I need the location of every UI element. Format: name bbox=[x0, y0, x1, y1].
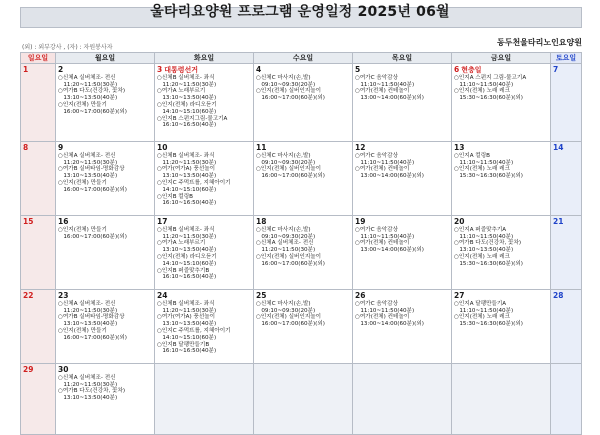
day-header bbox=[23, 217, 53, 227]
program-entry: ○여가B 실버타임-명화감상 13:10~13:50(40분) bbox=[58, 166, 125, 180]
program-entry: ○여가C 음악감상 11:10~11:50(40분) bbox=[355, 226, 415, 240]
day-header bbox=[454, 143, 548, 153]
day-header bbox=[256, 143, 350, 153]
program-entry: ○신체B 실버체조- 좌식 11:20~11:50(30분) bbox=[157, 74, 217, 88]
program-entry: ○신체A 실버체조- 전신 11:20~11:50(30분) bbox=[58, 74, 118, 88]
day-number: 21 bbox=[553, 217, 564, 226]
program-entry: ○신체A 실버체조- 전신 11:20~11:50(30분) bbox=[58, 152, 118, 166]
weekday-header: 월요일 bbox=[56, 53, 155, 64]
program-entry: ○인지A 퍼즐맞추기A 11:10~11:50(40분) bbox=[454, 226, 514, 240]
day-header bbox=[355, 143, 449, 153]
day-header bbox=[23, 65, 53, 75]
calendar-day-cell bbox=[551, 216, 582, 290]
day-number: 22 bbox=[23, 291, 34, 300]
program-entry: ○인지C 주먹뜨를, 지혜아이기 14:10~15:10(60분) bbox=[157, 327, 231, 341]
program-entry: ○여가(전체) 컨테놀이 13:00~14:00(60분)(외) bbox=[355, 166, 424, 180]
program-entry: ○인지(전체) 실버인지놀이 16:00~17:00(60분)(외) bbox=[256, 253, 325, 267]
day-number: 14 bbox=[553, 143, 564, 152]
day-number: 8 bbox=[23, 143, 29, 152]
day-header bbox=[256, 65, 350, 75]
day-header bbox=[355, 291, 449, 301]
calendar-day-cell bbox=[353, 290, 452, 364]
program-entry: ○여가(전체) 컨테놀이 13:00~14:00(60분)(외) bbox=[355, 88, 424, 102]
program-entry: ○여가C 음악감상 11:10~11:50(40분) bbox=[355, 152, 415, 166]
day-number: 2 bbox=[58, 65, 64, 74]
day-header bbox=[58, 365, 152, 375]
day-number: 30 bbox=[58, 365, 69, 374]
day-number: 12 bbox=[355, 143, 366, 152]
day-number: 10 bbox=[157, 143, 168, 152]
program-entry: ○인지(전체) 실버인지놀이 16:00~17:00(60분)(외) bbox=[256, 314, 325, 328]
program-entry: ○인지(전체) 만들기 16:00~17:00(60분)(외) bbox=[58, 101, 127, 115]
program-entry: ○여가(여가A) 풍선놀이 13:10~13:50(40분) bbox=[157, 166, 217, 180]
day-header bbox=[58, 291, 152, 301]
legend-note: (외) : 외부강사 , (자) : 자원봉사자 bbox=[22, 44, 113, 51]
program-entry: ○인지(전체) 노래 레크 15:30~16:30(60분)(외) bbox=[454, 166, 523, 180]
program-entry: ○신체C 마사지(손,발) 09:10~09:30(20분) bbox=[256, 226, 316, 240]
calendar-day-cell bbox=[21, 64, 56, 142]
program-entry: ○인지(전체) 만들기 16:00~17:00(60분)(외) bbox=[58, 226, 127, 240]
program-entry: ○인지(전체) 라디오듣기 14:10~15:10(60분) bbox=[157, 253, 217, 267]
day-header bbox=[553, 143, 579, 153]
organization-name: 동두천울타리노인요양원 bbox=[496, 38, 582, 47]
calendar-day-cell bbox=[452, 142, 551, 216]
program-entry: ○여가A 노래부르기 13:10~13:50(40분) bbox=[157, 88, 217, 102]
weekday-header: 화요일 bbox=[155, 53, 254, 64]
program-entry: ○인지B 컬링B 16:10~16:50(40분) bbox=[157, 193, 217, 207]
day-number: 18 bbox=[256, 217, 267, 226]
program-entry: ○신체C 마사지(손,발) 09:10~09:30(20분) bbox=[256, 152, 316, 166]
calendar-day-cell bbox=[254, 216, 353, 290]
program-entry: ○인지(전체) 만들기 16:00~17:00(60분)(외) bbox=[58, 179, 127, 193]
program-entry: ○인지(전체) 노래 레크 15:30~16:30(60분)(외) bbox=[454, 253, 523, 267]
program-entry: ○인지B 퍼즐맞추기B 16:10~16:50(40분) bbox=[157, 267, 217, 281]
calendar-day-cell bbox=[155, 64, 254, 142]
program-entry: ○신체B 실버체조- 좌식 11:20~11:50(30분) bbox=[157, 152, 217, 166]
program-entry: ○인지A 달팽만들기A 11:10~11:50(40분) bbox=[454, 300, 514, 314]
day-header bbox=[58, 217, 152, 227]
day-header bbox=[256, 291, 350, 301]
program-entry: ○여가B 다도(건강차, 꽃차) 13:10~13:50(40분) bbox=[58, 88, 126, 102]
day-number: 15 bbox=[23, 217, 34, 226]
calendar-week-row bbox=[21, 142, 582, 216]
holiday-label: 대통령선거 bbox=[164, 66, 199, 74]
day-number: 27 bbox=[454, 291, 465, 300]
day-header bbox=[23, 291, 53, 301]
program-entry: ○신체C 마사지(손,발) 09:10~09:30(20분) bbox=[256, 74, 316, 88]
day-number: 25 bbox=[256, 291, 267, 300]
calendar-day-cell bbox=[254, 290, 353, 364]
day-number: 3 bbox=[157, 65, 163, 74]
calendar-day-cell bbox=[56, 216, 155, 290]
day-number: 13 bbox=[454, 143, 465, 152]
day-number: 29 bbox=[23, 365, 34, 374]
program-entry: ○인지B 스펀지그림-물고기A 16:10~16:50(40분) bbox=[157, 115, 228, 129]
calendar-body bbox=[21, 64, 582, 435]
day-number: 20 bbox=[454, 217, 465, 226]
day-header bbox=[157, 143, 251, 153]
calendar-day-cell bbox=[56, 64, 155, 142]
calendar-day-cell bbox=[21, 216, 56, 290]
program-entry: ○신체A 실버체조- 전신 11:20~11:50(30분) bbox=[58, 300, 118, 314]
program-entry: ○여가B 다도(건강차, 꽃차) 13:10~13:50(40분) bbox=[58, 388, 126, 402]
calendar-day-cell bbox=[155, 216, 254, 290]
day-number: 4 bbox=[256, 65, 262, 74]
program-entry: ○인지(전체) 노래 레크 15:30~16:30(60분)(외) bbox=[454, 314, 523, 328]
program-entry: ○신체A 실버체조- 전신 11:20~11:50(30분) bbox=[58, 374, 118, 388]
program-entry: ○여가A 노래부르기 13:10~13:50(40분) bbox=[157, 240, 217, 254]
calendar-week-row bbox=[21, 64, 582, 142]
calendar-day-cell bbox=[155, 142, 254, 216]
calendar-day-cell bbox=[21, 142, 56, 216]
calendar-day-cell bbox=[452, 64, 551, 142]
program-entry: ○신체B 실버체조- 좌식 11:20~11:50(30분) bbox=[157, 226, 217, 240]
program-entry: ○인지(전체) 노래 레크 15:30~16:30(60분)(외) bbox=[454, 88, 523, 102]
day-number: 16 bbox=[58, 217, 69, 226]
program-entry: ○신체B 실버체조- 좌식 11:20~11:50(30분) bbox=[157, 300, 217, 314]
day-header bbox=[454, 217, 548, 227]
calendar-day-cell bbox=[254, 142, 353, 216]
day-header bbox=[157, 217, 251, 227]
program-entry: ○인지(전체) 만들기 16:00~17:00(60분)(외) bbox=[58, 327, 127, 341]
calendar-day-cell bbox=[353, 64, 452, 142]
program-entry: ○인지A 컬링B 11:10~11:50(40분) bbox=[454, 152, 514, 166]
calendar-day-cell bbox=[56, 142, 155, 216]
calendar-day-cell bbox=[155, 290, 254, 364]
day-header bbox=[553, 65, 579, 75]
weekday-header: 토요일 bbox=[551, 53, 582, 64]
day-header bbox=[157, 65, 251, 75]
day-number: 9 bbox=[58, 143, 64, 152]
program-entry: ○여가B 다도(건강차, 꽃차) 13:10~13:50(40분) bbox=[454, 240, 522, 254]
calendar-day-cell bbox=[551, 290, 582, 364]
day-header bbox=[355, 217, 449, 227]
day-header bbox=[23, 143, 53, 153]
day-header bbox=[256, 217, 350, 227]
day-number: 1 bbox=[23, 65, 29, 74]
calendar-week-row bbox=[21, 216, 582, 290]
weekday-header: 수요일 bbox=[254, 53, 353, 64]
calendar-day-cell bbox=[21, 290, 56, 364]
calendar-day-cell bbox=[452, 290, 551, 364]
day-number: 28 bbox=[553, 291, 564, 300]
program-entry: ○인지B 달팽만들기B 16:10~16:50(40분) bbox=[157, 341, 217, 355]
program-entry: ○인지(전체) 라디오듣기 14:10~15:10(60분) bbox=[157, 101, 217, 115]
holiday-label: 현충일 bbox=[461, 66, 482, 74]
weekday-header: 금요일 bbox=[452, 53, 551, 64]
calendar-day-cell bbox=[551, 64, 582, 142]
calendar-day-cell bbox=[353, 216, 452, 290]
program-entry: ○인지(전체) 실버인지놀이 16:00~17:00(60분)(외) bbox=[256, 166, 325, 180]
calendar-day-cell bbox=[254, 64, 353, 142]
day-header bbox=[454, 291, 548, 301]
day-number: 24 bbox=[157, 291, 168, 300]
calendar-day-cell bbox=[56, 290, 155, 364]
day-number: 19 bbox=[355, 217, 366, 226]
day-number: 23 bbox=[58, 291, 69, 300]
day-header bbox=[157, 291, 251, 301]
program-entry: ○여가(여가A) 풍선놀이 13:10~13:50(40분) bbox=[157, 314, 217, 328]
day-number: 17 bbox=[157, 217, 168, 226]
program-entry: ○인지(전체) 실버인지놀이 16:00~17:00(60분)(외) bbox=[256, 88, 325, 102]
weekday-header: 일요일 bbox=[21, 53, 56, 64]
calendar-day-cell bbox=[353, 142, 452, 216]
program-entry: ○여가C 음악감상 11:10~11:50(40분) bbox=[355, 300, 415, 314]
program-entry: ○인지A 스펀지 그림-물고기A 11:10~11:50(40분) bbox=[454, 74, 527, 88]
program-entry: ○여가C 음악감상 11:10~11:50(40분) bbox=[355, 74, 415, 88]
day-header bbox=[553, 291, 579, 301]
calendar-day-cell bbox=[452, 216, 551, 290]
day-header bbox=[58, 65, 152, 75]
day-number: 5 bbox=[355, 65, 361, 74]
day-number: 26 bbox=[355, 291, 366, 300]
page-title: 울타리요양원 프로그램 운영일정 2025년 06월 bbox=[150, 4, 450, 20]
calendar-table bbox=[20, 52, 582, 435]
day-number: 7 bbox=[553, 65, 559, 74]
program-entry: ○인지C 주먹뜨를, 지혜아이기 14:10~15:10(60분) bbox=[157, 179, 231, 193]
program-entry: ○여가(전체) 컨테놀이 13:00~14:00(60분)(외) bbox=[355, 314, 424, 328]
weekday-header: 목요일 bbox=[353, 53, 452, 64]
weekday-header-row bbox=[21, 53, 582, 64]
day-header bbox=[355, 65, 449, 75]
day-number: 6 bbox=[454, 65, 460, 74]
calendar-week-row bbox=[21, 290, 582, 364]
day-header bbox=[58, 143, 152, 153]
day-header bbox=[23, 365, 53, 375]
program-entry: ○여가(전체) 컨테놀이 13:00~14:00(60분)(외) bbox=[355, 240, 424, 254]
calendar-day-cell bbox=[551, 142, 582, 216]
program-entry: ○여가B 실버타임-명화감상 13:10~13:50(40분) bbox=[58, 314, 125, 328]
day-header bbox=[553, 217, 579, 227]
program-entry: ○신체C 마사지(손,발) 09:10~09:30(20분) bbox=[256, 300, 316, 314]
day-header bbox=[454, 65, 548, 75]
day-number: 11 bbox=[256, 143, 267, 152]
program-entry: ○신체A 실버체조- 전신 11:20~11:50(30분) bbox=[256, 240, 316, 254]
